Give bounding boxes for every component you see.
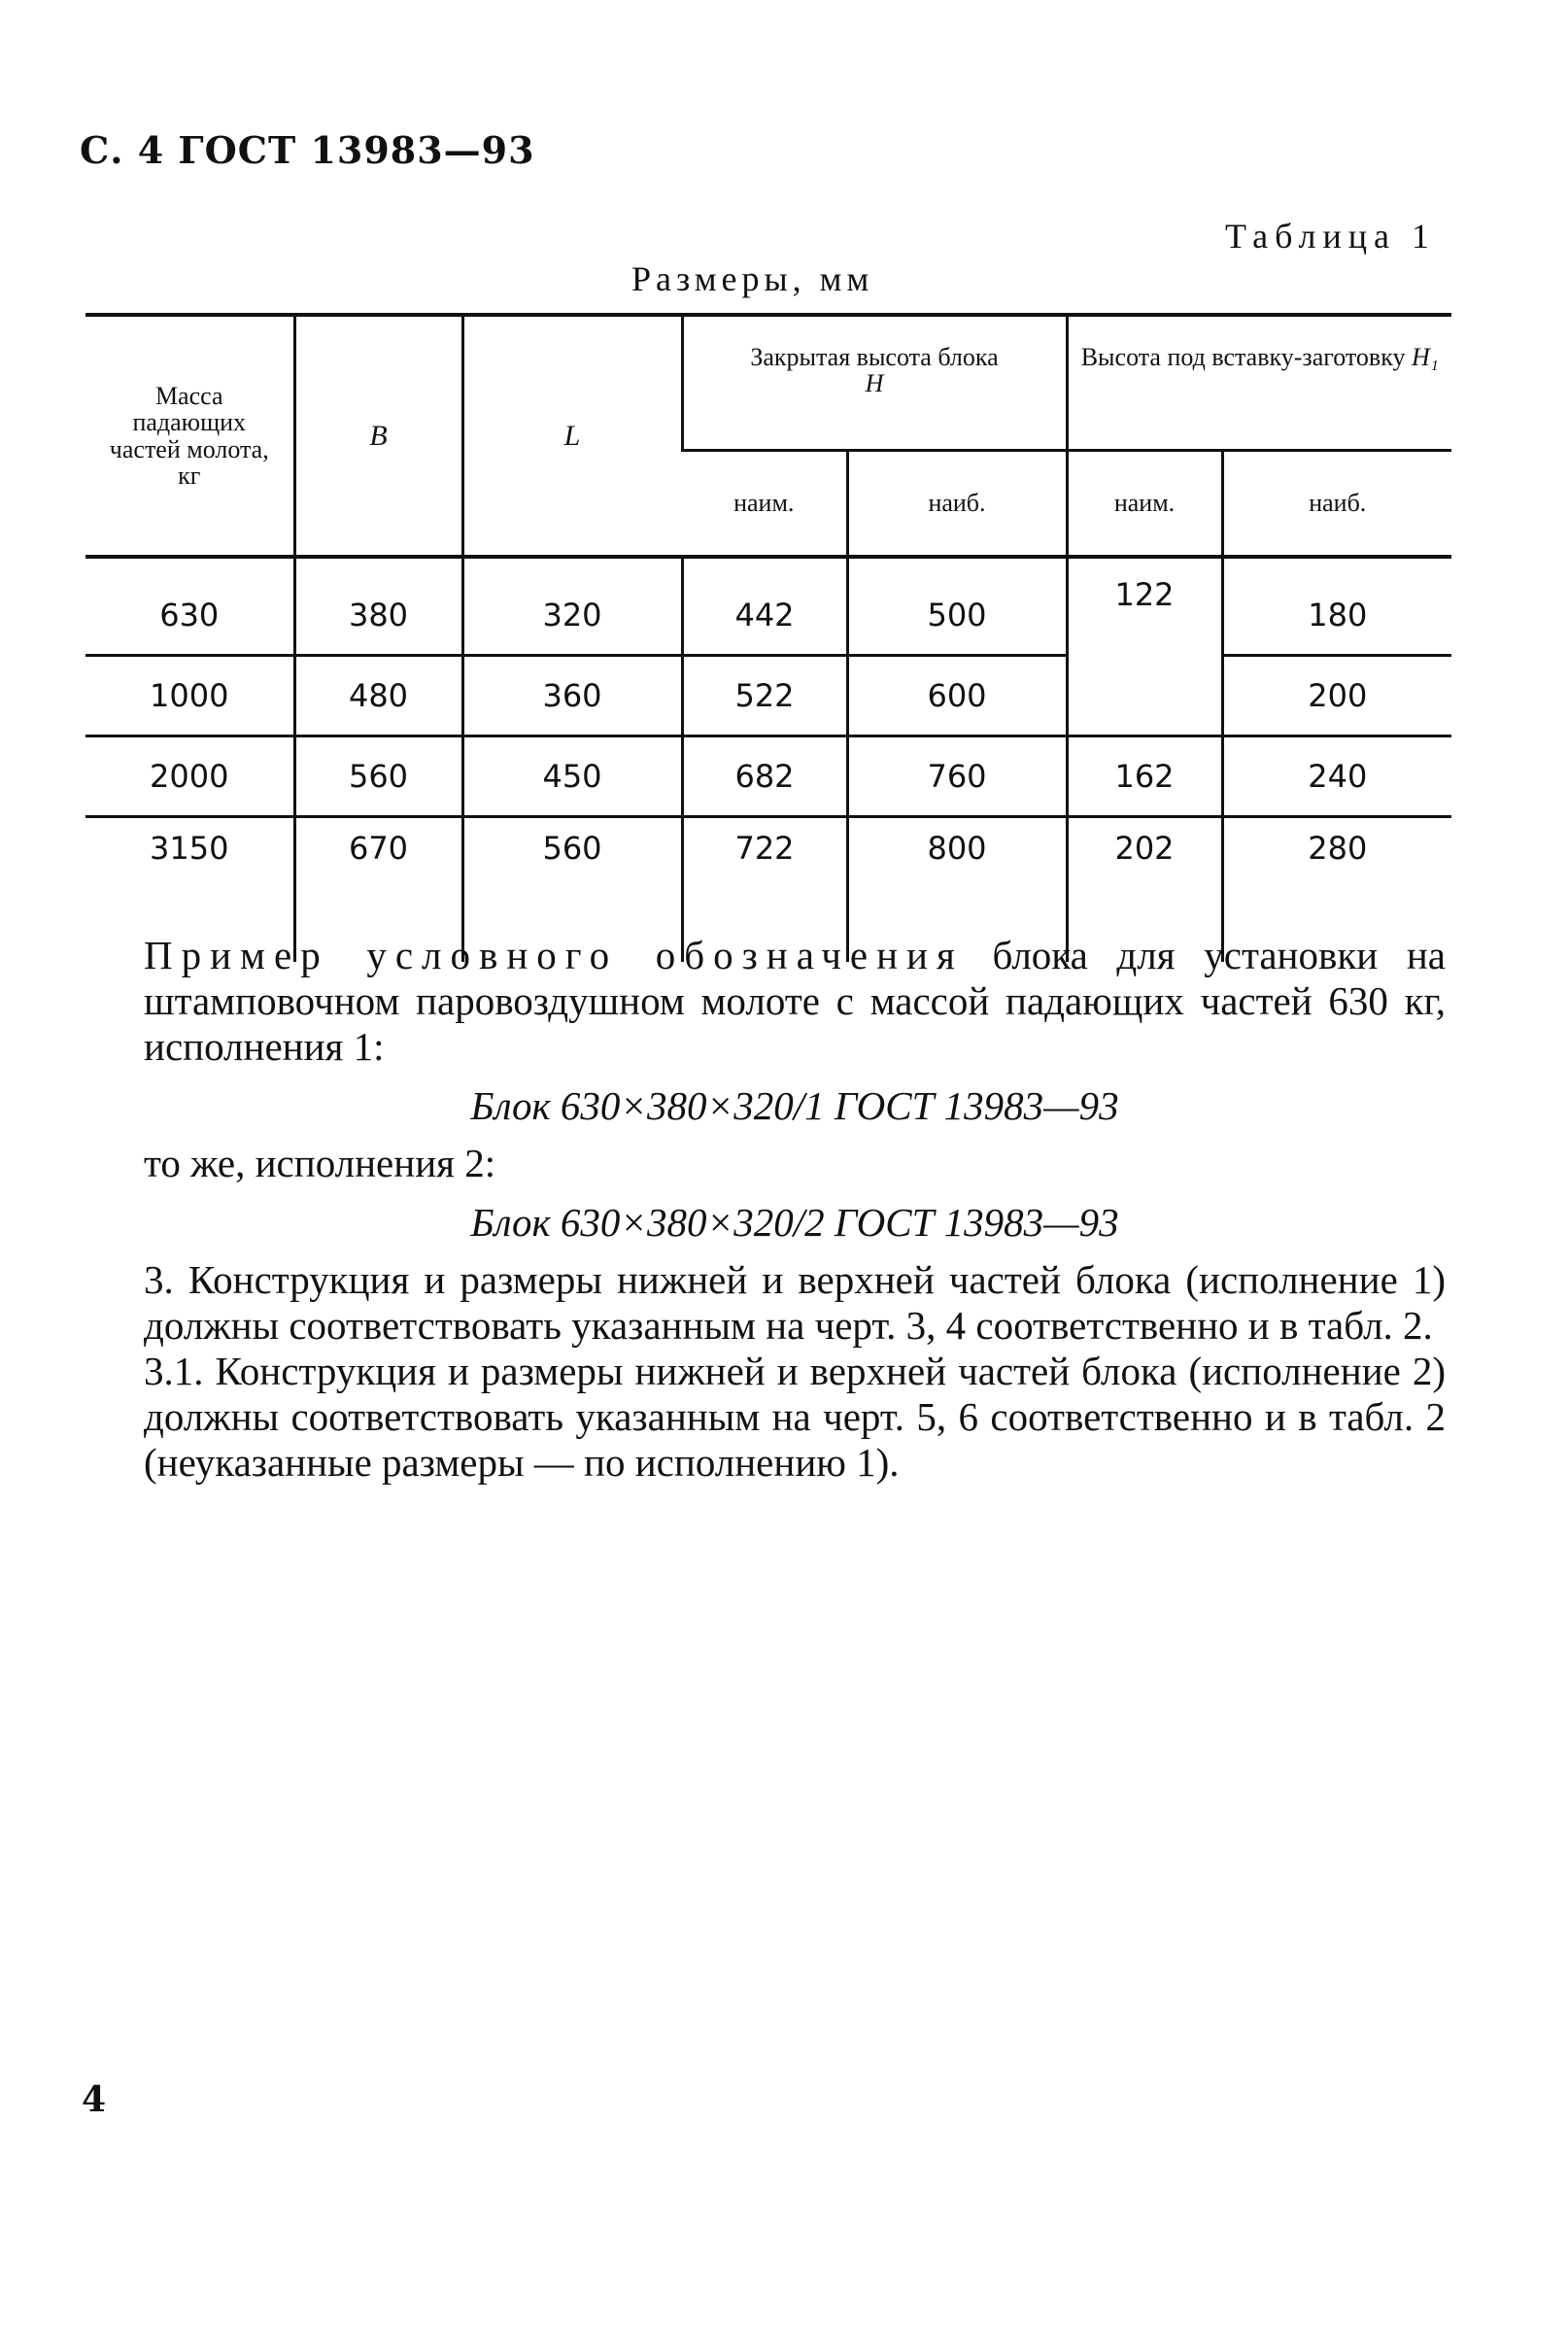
header-l: L	[462, 315, 682, 557]
example-intro-rest: блока для установки на штамповочном паровоздушном молоте с массой падающих частей 630 кг, исполнения 1:	[144, 933, 1446, 1069]
header-closed-height	[682, 315, 1067, 451]
cell-h1-max: 200	[1222, 656, 1451, 736]
cell-h-min: 682	[682, 736, 847, 817]
header-b: B	[294, 315, 462, 557]
table-row	[85, 557, 1451, 656]
clause-3-1: 3.1. Конструкция и размеры нижней и верхней частей блока (исполнение 2) должны соответствовать указанным на черт. 5, 6 соответственно и в табл. 2 (неуказанные размеры — по исполнению 1).	[144, 1349, 1446, 1485]
table-row	[85, 736, 1451, 817]
cell-b: 380	[294, 557, 462, 656]
cell-h-max: 800	[847, 817, 1067, 963]
same-version-2: то же, исполнения 2:	[144, 1141, 496, 1185]
cell-l: 560	[462, 817, 682, 963]
header-insert-height-label: Высота под вставку-заготовку	[1080, 343, 1406, 371]
cell-h-min: 522	[682, 656, 847, 736]
clause-3: 3. Конструкция и размеры нижней и верхней частей блока (исполнение 1) должны соответствовать указанным на черт. 3, 4 соответственно и в табл. 2.	[144, 1257, 1446, 1348]
cell-h1-min: 122	[1067, 557, 1222, 736]
cell-h-min: 442	[682, 557, 847, 656]
cell-h1-min: 162	[1067, 736, 1222, 817]
cell-b: 670	[294, 817, 462, 963]
header-h1-max: наиб.	[1222, 451, 1451, 558]
page-number: 4	[82, 2079, 107, 2120]
units-caption: Размеры, мм	[631, 259, 874, 298]
body-text	[144, 933, 1446, 1486]
cell-h-max: 500	[847, 557, 1067, 656]
header-mass: Масса падающих частей молота, кг	[85, 315, 294, 557]
cell-b: 560	[294, 736, 462, 817]
cell-mass: 3150	[150, 830, 229, 867]
header-closed-height-letter: H	[865, 369, 884, 398]
cell-l: 360	[462, 656, 682, 736]
header-insert-height-letter: H₁	[1411, 343, 1439, 371]
cell-h-max: 600	[847, 656, 1067, 736]
table-number: Таблица 1	[1225, 217, 1436, 256]
cell-h1-max: 180	[1222, 557, 1451, 656]
designation-version-2: Блок 630×380×320/2 ГОСТ 13983—93	[470, 1200, 1119, 1245]
cell-mass: 2000	[85, 736, 294, 817]
page-header: С. 4 ГОСТ 13983—93	[80, 128, 535, 172]
designation-version-1: Блок 630×380×320/1 ГОСТ 13983—93	[470, 1083, 1119, 1128]
table-row	[85, 656, 1451, 736]
cell-h1-max: 280	[1222, 817, 1451, 963]
header-h1-min: наим.	[1067, 451, 1222, 558]
cell-h-max: 760	[847, 736, 1067, 817]
cell-l: 320	[462, 557, 682, 656]
dimensions-table	[85, 313, 1451, 962]
example-paragraph	[144, 933, 1446, 1070]
cell-mass: 1000	[85, 656, 294, 736]
header-h-min: наим.	[682, 451, 847, 558]
header-insert-height	[1067, 315, 1451, 451]
cell-l: 450	[462, 736, 682, 817]
cell-h-min: 722	[682, 817, 847, 963]
cell-b: 480	[294, 656, 462, 736]
cell-h1-min: 202	[1067, 817, 1222, 963]
example-intro-spaced: Пример условного обозначения	[144, 933, 964, 977]
header-h-max: наиб.	[847, 451, 1067, 558]
cell-h1-max: 240	[1222, 736, 1451, 817]
cell-mass: 630	[85, 557, 294, 656]
header-closed-height-label: Закрытая высота блока	[750, 343, 999, 371]
